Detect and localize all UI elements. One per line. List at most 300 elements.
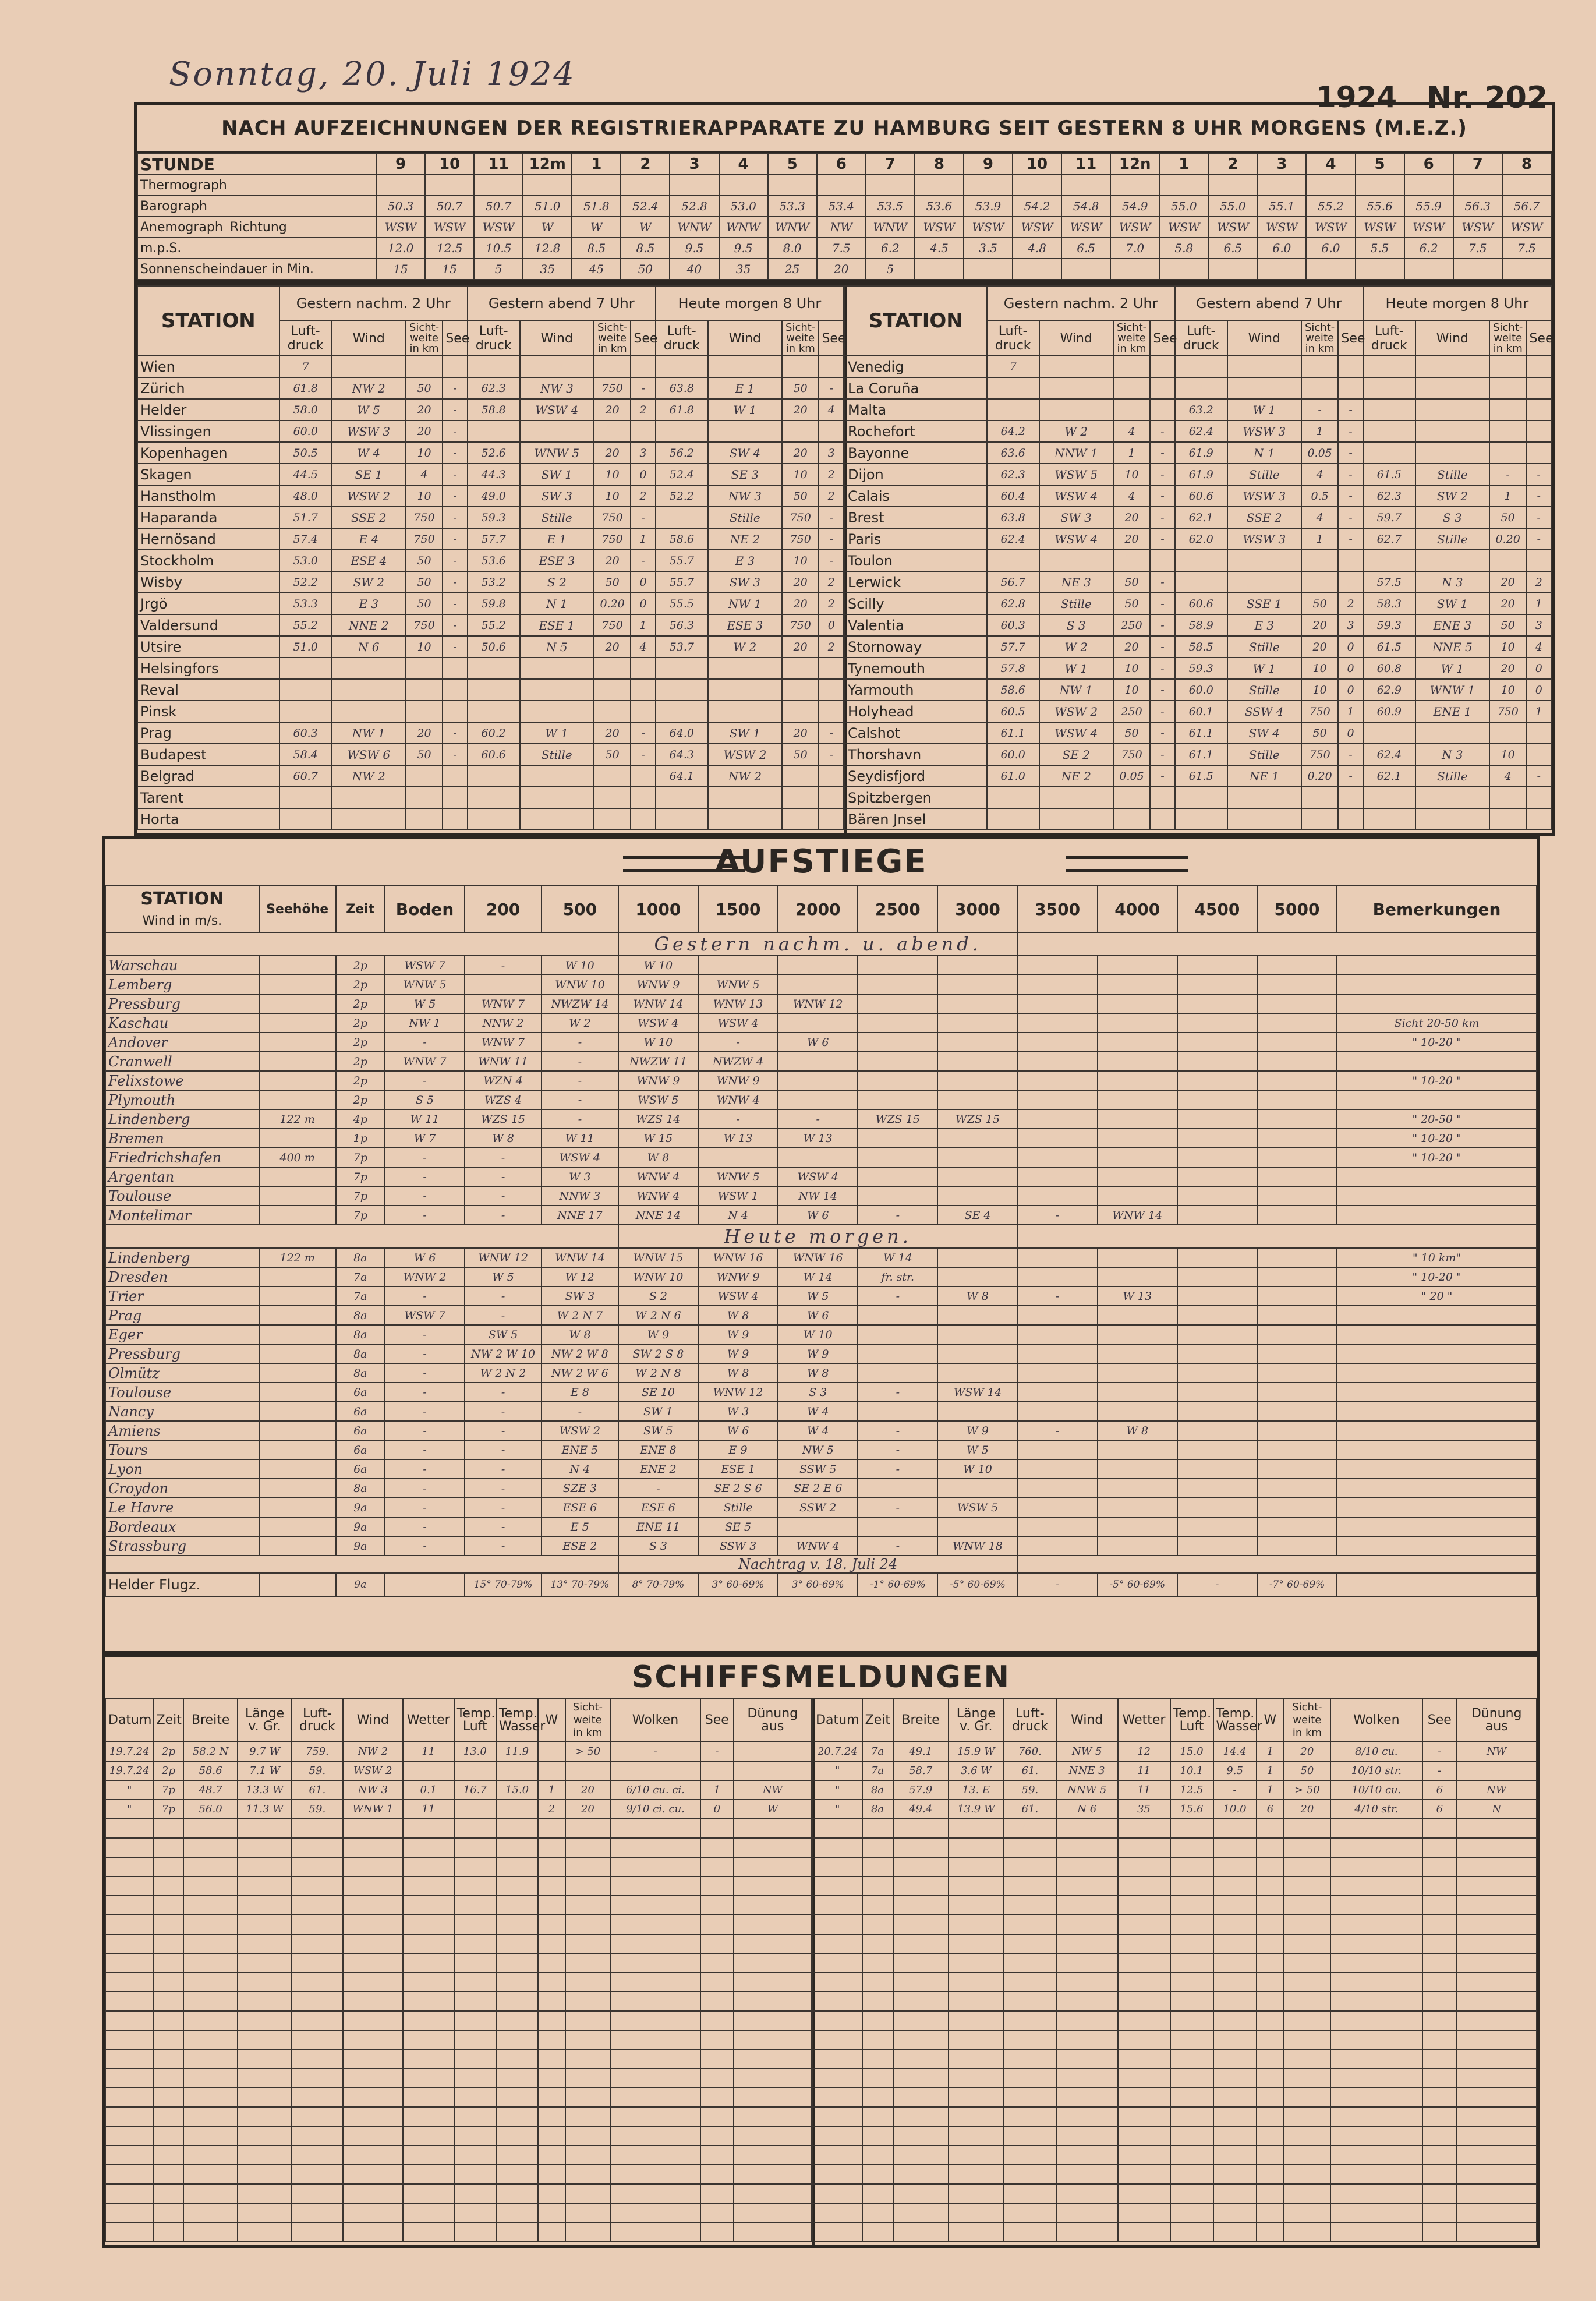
schiff-cell (496, 2203, 538, 2222)
station-row (137, 377, 844, 399)
thermo-cell (572, 175, 621, 196)
station-value: WSW 2 (332, 485, 406, 507)
schiff-cell (343, 1973, 403, 1992)
station-row (137, 464, 844, 485)
aufstiege-value (1177, 1148, 1257, 1167)
station-value (443, 679, 467, 701)
aufstiege-value (1257, 1421, 1337, 1440)
sonne-cell (1502, 259, 1551, 280)
schiff-cell (1257, 2126, 1284, 2146)
schiff-cell (734, 1915, 812, 1934)
station-value: Stille (1415, 464, 1489, 485)
aufstiege-station: Lindenberg (105, 1109, 259, 1129)
registrier-row-label (137, 196, 376, 217)
schiff-cell (292, 1934, 343, 1953)
schiff-cell (1284, 2146, 1330, 2165)
station-value (1113, 399, 1151, 420)
station-value (782, 701, 819, 722)
section-label: Gestern nachm. u. abend. (618, 932, 1018, 956)
station-value: WSW 3 (1227, 420, 1301, 442)
aufstiege-value: " 20 " (1337, 1286, 1537, 1306)
aufstiege-value (937, 1129, 1017, 1148)
time-group-header: Heute morgen 8 Uhr (656, 286, 844, 321)
station-row (137, 420, 844, 442)
schiff-cell (1056, 2126, 1118, 2146)
schiff-cell (292, 1992, 343, 2011)
schiff-cell: 3.6 W (949, 1761, 1004, 1780)
aufstiege-value: - (465, 1206, 542, 1225)
aufstiege-value (1098, 1344, 1177, 1363)
schiff-cell (1170, 2184, 1213, 2203)
station-value: 10 (782, 464, 819, 485)
aufstiege-value (1337, 1306, 1537, 1325)
schiff-cell: " (813, 1761, 862, 1780)
station-value: 60.8 (1363, 658, 1415, 679)
station-value (631, 658, 655, 679)
schiff-cell (949, 2165, 1004, 2184)
schiff-cell (610, 1953, 700, 1973)
schiff-cell (610, 1896, 700, 1915)
station-value: 60.0 (1175, 679, 1227, 701)
station-value (468, 420, 520, 442)
schiff-cell (893, 1838, 949, 1857)
aufstiege-header-text: 2000 (795, 899, 841, 919)
aufstiege-value: WZS 15 (465, 1109, 542, 1129)
station-value: WSW 3 (1227, 485, 1301, 507)
station-value: Stille (1415, 765, 1489, 787)
schiff-cell: 7p (154, 1800, 184, 1819)
aufstiege-value (937, 1033, 1017, 1052)
schiff-cell (343, 2146, 403, 2165)
schiff-cell: N 6 (1056, 1800, 1118, 1819)
station-value: 1 (1301, 528, 1339, 550)
station-value: S 3 (1039, 614, 1113, 636)
schiff-cell (813, 1838, 862, 1857)
station-value: - (1526, 765, 1551, 787)
schiff-cell (538, 1896, 565, 1915)
aufstiege-value (1177, 1109, 1257, 1129)
station-value (1113, 808, 1151, 830)
schiff-cell (183, 2088, 238, 2107)
schiff-cell (1118, 2203, 1170, 2222)
station-value (594, 701, 631, 722)
station-value: 62.8 (987, 593, 1039, 614)
schiff-cell (538, 2107, 565, 2126)
schiff-cell (1056, 1934, 1118, 1953)
schiff-cell (292, 2069, 343, 2088)
station-row (137, 701, 844, 722)
schiff-cell (565, 2088, 610, 2107)
schiff-row (813, 1800, 1537, 1819)
schiff-cell (1004, 2222, 1056, 2242)
aufstiege-value: SZE 3 (542, 1479, 618, 1498)
aufstiege-value (1337, 994, 1537, 1013)
station-value: W 1 (1415, 658, 1489, 679)
schiff-cell (105, 2049, 154, 2069)
schiff-cell (454, 1800, 496, 1819)
aufstiege-value (259, 1573, 336, 1596)
aufstiege-value (858, 994, 937, 1013)
station-value: 59.3 (1175, 658, 1227, 679)
schiff-cell (700, 1973, 734, 1992)
schiff-cell: 15.6 (1170, 1800, 1213, 1819)
aufstiege-value (1337, 1383, 1537, 1402)
aufstiege-value (1177, 1344, 1257, 1363)
station-value: 4 (631, 636, 655, 658)
schiff-cell (292, 1915, 343, 1934)
station-value: 20 (782, 442, 819, 464)
aufstiege-value: WSW 7 (385, 1306, 465, 1325)
stations-head-row (137, 286, 844, 321)
aufstiege-value: - (385, 1498, 465, 1517)
aufstiege-value: SW 1 (618, 1402, 698, 1421)
schiff-cell (154, 2049, 184, 2069)
mps-cell: 10.5 (474, 238, 523, 259)
aufstiege-value: - (465, 1517, 542, 1536)
station-value: 59.3 (468, 507, 520, 528)
schiff-cell (538, 1857, 565, 1876)
station-value: 55.5 (656, 593, 708, 614)
schiff-cell (1056, 1876, 1118, 1896)
aufstiege-value: WNW 12 (778, 994, 858, 1013)
station-value (594, 420, 631, 442)
schiff-cell: 57.9 (893, 1780, 949, 1800)
schiff-row (813, 2011, 1537, 2030)
aufstiege-value (1018, 1186, 1098, 1206)
schiff-cell (238, 1876, 292, 1896)
station-value (332, 356, 406, 377)
aufstiege-value: - (542, 1109, 618, 1129)
thermo-cell (915, 175, 964, 196)
schiff-cell (1118, 2146, 1170, 2165)
station-row (137, 399, 844, 420)
station-value: 4 (1526, 636, 1551, 658)
aufstiege-value (1098, 1013, 1177, 1033)
schiff-cell (1056, 2107, 1118, 2126)
aufstiege-value: 6a (336, 1421, 385, 1440)
station-value: SE 2 (1039, 744, 1113, 765)
station-value (819, 420, 844, 442)
aufstiege-value (259, 1383, 336, 1402)
aufstiege-value: W 8 (542, 1325, 618, 1344)
baro-cell: 52.4 (621, 196, 670, 217)
station-value: - (443, 593, 467, 614)
richtung-cell: WNW (719, 217, 768, 238)
schiff-cell (183, 1973, 238, 1992)
aufstiege-value: WNW 9 (618, 975, 698, 994)
aufstiege-value (1098, 1129, 1177, 1148)
hour-cell: 6 (1404, 154, 1453, 175)
schiff-cell (1170, 1934, 1213, 1953)
schiff-cell: 1 (1257, 1742, 1284, 1761)
station-value: SW 3 (708, 571, 782, 593)
aufstiege-value (778, 1013, 858, 1033)
station-value: S 3 (1415, 507, 1489, 528)
station-value (1039, 377, 1113, 399)
schiff-cell: 10.0 (1213, 1800, 1257, 1819)
schiff-cell (1004, 1973, 1056, 1992)
aufstiege-value: Sicht 20-50 km (1337, 1013, 1537, 1033)
thermo-cell (1061, 175, 1110, 196)
schiff-row (813, 1857, 1537, 1876)
station-value: 750 (594, 614, 631, 636)
station-value (406, 679, 443, 701)
station-row (137, 442, 844, 464)
station-value: NE 1 (1227, 765, 1301, 787)
station-value: 63.8 (987, 507, 1039, 528)
station-value (708, 658, 782, 679)
schiff-cell (949, 1934, 1004, 1953)
aufstiege-value: 8a (336, 1248, 385, 1267)
aufstiege-value (1177, 1421, 1257, 1440)
aufstiege-station: Helder Flugz. (105, 1573, 259, 1596)
aufstiege-value (1018, 1306, 1098, 1325)
sub-header: Sicht-weite in km (782, 321, 819, 356)
schiff-cell: 14.4 (1213, 1742, 1257, 1761)
hour-cell: 12n (1110, 154, 1159, 175)
schiff-row (813, 1761, 1537, 1780)
station-value (1363, 420, 1415, 442)
aufstiege-value (1098, 1090, 1177, 1109)
station-value: - (1150, 679, 1174, 701)
aufstiege-value: WSW 4 (542, 1148, 618, 1167)
aufstiege-row (105, 1206, 1537, 1225)
station-value: 20 (594, 550, 631, 571)
schiff-row (105, 2222, 812, 2242)
schiff-cell (343, 2203, 403, 2222)
station-value (520, 808, 594, 830)
station-value (708, 808, 782, 830)
aufstiege-value (1177, 1248, 1257, 1267)
schiff-cell (343, 2030, 403, 2049)
schiff-cell (1257, 1915, 1284, 1934)
station-header: STATION (845, 286, 987, 356)
schiff-cell (565, 2126, 610, 2146)
baro-cell: 55.0 (1208, 196, 1257, 217)
sub-header: Sicht-weite in km (1301, 321, 1339, 356)
schiff-cell (454, 2146, 496, 2165)
schiff-cell: 61. (1004, 1761, 1056, 1780)
schiff-cell (949, 2184, 1004, 2203)
aufstiege-value: W 10 (542, 956, 618, 975)
station-value: 62.3 (468, 377, 520, 399)
station-value (332, 701, 406, 722)
station-value: Stille (708, 507, 782, 528)
aufstiege-value (1177, 1498, 1257, 1517)
schiff-cell (1213, 2030, 1257, 2049)
aufstiege-value: WNW 14 (542, 1248, 618, 1267)
station-value (631, 765, 655, 787)
schiff-cell: 10/10 cu. (1330, 1780, 1423, 1800)
schiff-cell: 0.1 (403, 1780, 454, 1800)
schiff-cell (454, 2126, 496, 2146)
station-name: Kopenhagen (137, 442, 279, 464)
station-name: Dijon (845, 464, 987, 485)
schiff-cell: 759. (292, 1742, 343, 1761)
schiff-cell (292, 2203, 343, 2222)
mps-cell: 6.0 (1257, 238, 1306, 259)
station-value: - (1338, 507, 1363, 528)
aufstiege-value: E 9 (698, 1440, 778, 1459)
hour-cell: 9 (964, 154, 1013, 175)
aufstiege-head-row (105, 886, 1537, 932)
station-row (845, 614, 1551, 636)
schiff-cell (734, 1896, 812, 1915)
aufstiege-value: W 14 (778, 1267, 858, 1286)
station-value: 20 (782, 722, 819, 744)
schiff-cell (813, 1857, 862, 1876)
station-value: 3 (631, 442, 655, 464)
sub-header: See (1338, 321, 1363, 356)
schiff-cell (1056, 2011, 1118, 2030)
station-value (1363, 722, 1415, 744)
aufstiege-station: Argentan (105, 1167, 259, 1186)
aufstiege-value (858, 1148, 937, 1167)
station-value: 62.4 (1363, 744, 1415, 765)
time-group-header: Gestern abend 7 Uhr (468, 286, 656, 321)
station-value: 1 (631, 614, 655, 636)
schiff-cell (565, 1992, 610, 2011)
aufstiege-section-row (105, 1225, 1537, 1248)
aufstiege-block (102, 836, 1540, 1654)
date-written: Sonntag, 20. Juli 1924 (169, 55, 576, 93)
station-value: - (443, 399, 467, 420)
station-row (137, 808, 844, 830)
aufstiege-value (937, 1148, 1017, 1167)
schiff-cell: - (610, 1742, 700, 1761)
schiff-cell (538, 2049, 565, 2069)
station-value (1175, 377, 1227, 399)
schiff-cell: 7a (862, 1742, 893, 1761)
station-value: 53.3 (279, 593, 332, 614)
schiff-cell (154, 2030, 184, 2049)
schiff-cell (1056, 2049, 1118, 2069)
aufstiege-station: Nancy (105, 1402, 259, 1421)
schiff-cell (1170, 2203, 1213, 2222)
sub-header: Sicht-weite in km (1113, 321, 1151, 356)
schiff-cell (1118, 1896, 1170, 1915)
aufstiege-value: WNW 5 (698, 975, 778, 994)
station-value: 61.9 (1175, 464, 1227, 485)
schiff-cell (454, 2203, 496, 2222)
schiff-cell: NNW 5 (1056, 1780, 1118, 1800)
station-value (1363, 356, 1415, 377)
aufstiege-header (858, 886, 937, 932)
schiff-cell (610, 1992, 700, 2011)
section-spacer (105, 932, 618, 956)
station-value: 55.7 (656, 550, 708, 571)
time-group-header: Gestern nachm. 2 Uhr (279, 286, 468, 321)
schiff-cell (105, 1992, 154, 2011)
station-value: 20 (406, 722, 443, 744)
station-value: 7 (987, 356, 1039, 377)
schiff-cell (292, 2184, 343, 2203)
aufstiege-value (1018, 1033, 1098, 1052)
aufstiege-value: - (465, 1402, 542, 1421)
schiff-cell (1170, 2165, 1213, 2184)
hour-cell: 5 (768, 154, 817, 175)
aufstiege-value: WSW 5 (937, 1498, 1017, 1517)
schiff-cell (154, 2126, 184, 2146)
station-value (1489, 442, 1527, 464)
registrier-row (137, 217, 1551, 238)
schiff-cell (183, 2222, 238, 2242)
aufstiege-value: W 10 (778, 1325, 858, 1344)
hour-cell: 9 (376, 154, 425, 175)
aufstiege-value: SSW 3 (698, 1536, 778, 1556)
aufstiege-value: S 2 (618, 1286, 698, 1306)
schiff-row (105, 1857, 812, 1876)
station-value (1415, 550, 1489, 571)
aufstiege-value (858, 1325, 937, 1344)
schiff-cell (403, 1819, 454, 1838)
schiff-cell (1330, 2184, 1423, 2203)
schiff-cell (1456, 1857, 1537, 1876)
aufstiege-value: - (385, 1517, 465, 1536)
schiff-cell: 12 (1118, 1742, 1170, 1761)
aufstiege-value (1177, 1402, 1257, 1421)
schiff-cell (538, 1876, 565, 1896)
station-value: W 2 (1039, 636, 1113, 658)
station-value: - (631, 722, 655, 744)
schiff-cell (292, 1973, 343, 1992)
schiff-cell (105, 2126, 154, 2146)
station-value (406, 808, 443, 830)
station-value: SW 1 (520, 464, 594, 485)
station-value: SE 3 (708, 464, 782, 485)
registrier-row (137, 154, 1551, 175)
aufstiege-row (105, 956, 1537, 975)
station-value (594, 765, 631, 787)
schiff-cell (154, 2088, 184, 2107)
station-value: 52.2 (656, 485, 708, 507)
aufstiege-value (1337, 1325, 1537, 1344)
schiff-cell: > 50 (1284, 1780, 1330, 1800)
schiff-cell (154, 1896, 184, 1915)
aufstiege-station: Strassburg (105, 1536, 259, 1556)
aufstiege-value: 6a (336, 1459, 385, 1479)
station-value (782, 679, 819, 701)
aufstiege-station: Trier (105, 1286, 259, 1306)
station-name: Toulon (845, 550, 987, 571)
aufstiege-value: WNW 16 (698, 1248, 778, 1267)
schiff-cell (1170, 1838, 1213, 1857)
station-value: SW 4 (708, 442, 782, 464)
schiff-cell (700, 1896, 734, 1915)
schiff-cell (1213, 1838, 1257, 1857)
schiff-cell (343, 1953, 403, 1973)
schiff-cell (893, 1953, 949, 1973)
aufstiege-value (858, 1479, 937, 1498)
schiff-cell: 2p (154, 1761, 184, 1780)
aufstiege-value: - (698, 1109, 778, 1129)
station-value: WSW 2 (708, 744, 782, 765)
richtung-cell: WSW (1159, 217, 1208, 238)
aufstiege-station: Le Havre (105, 1498, 259, 1517)
schiff-cell: 58.6 (183, 1761, 238, 1780)
aufstiege-value: 8a (336, 1325, 385, 1344)
aufstiege-value: W 10 (618, 956, 698, 975)
station-value (1175, 356, 1227, 377)
aufstiege-value: WNW 15 (618, 1248, 698, 1267)
aufstiege-value: W 5 (778, 1286, 858, 1306)
schiff-cell (403, 1973, 454, 1992)
schiff-row (813, 1819, 1537, 1838)
schiff-cell (610, 1915, 700, 1934)
station-name: Tarent (137, 787, 279, 808)
schiff-cell (893, 1992, 949, 2011)
aufstiege-value: WNW 5 (385, 975, 465, 994)
